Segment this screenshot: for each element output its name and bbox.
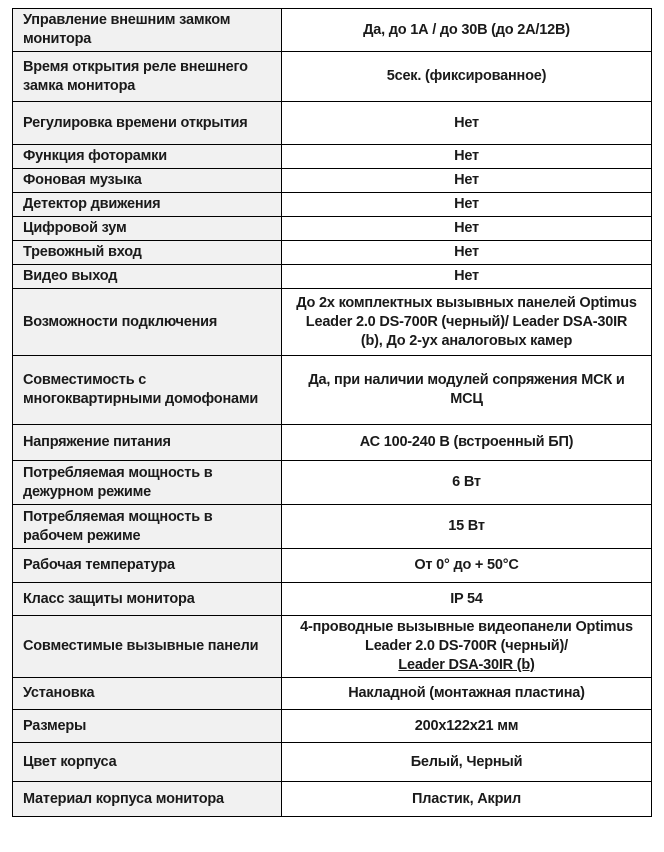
spec-value: Пластик, Акрил [282,782,652,817]
spec-value: Нет [282,265,652,289]
table-row [13,145,652,169]
spec-label: Цвет корпуса [13,743,282,782]
table-row [13,52,652,102]
spec-value: 6 Вт [282,461,652,505]
table-row [13,241,652,265]
spec-label: Фоновая музыка [13,169,282,193]
table-row [13,356,652,425]
spec-label: Совместимость с многоквартирными домофонами [13,356,282,425]
spec-label: Установка [13,678,282,710]
spec-label: Рабочая температура [13,549,282,583]
spec-value: Да, при наличии модулей сопряжения МСК и МСЦ [282,356,652,425]
spec-label: Потребляемая мощность в рабочем режиме [13,505,282,549]
spec-label: Совместимые вызывные панели [13,616,282,678]
spec-label: Материал корпуса монитора [13,782,282,817]
table-row [13,461,652,505]
table-row [13,710,652,743]
spec-table [12,8,652,817]
spec-value: До 2х комплектных вызывных панелей Optimus Leader 2.0 DS-700R (черный)/ Leader DSA-30IR (b), До 2-ух аналоговых камер [282,289,652,356]
spec-label: Тревожный вход [13,241,282,265]
table-row [13,169,652,193]
spec-label: Возможности подключения [13,289,282,356]
spec-label: Детектор движения [13,193,282,217]
spec-value: IP 54 [282,583,652,616]
table-row [13,265,652,289]
spec-label: Функция фоторамки [13,145,282,169]
spec-label: Потребляемая мощность в дежурном режиме [13,461,282,505]
spec-label: Видео выход [13,265,282,289]
spec-value: От 0° до + 50°С [282,549,652,583]
spec-label: Цифровой зум [13,217,282,241]
spec-label: Размеры [13,710,282,743]
panel-model-link[interactable]: Leader DSA-30IR (b) [398,657,535,673]
spec-value: Нет [282,145,652,169]
spec-value: Накладной (монтажная пластина) [282,678,652,710]
spec-value: Да, до 1А / до 30В (до 2А/12В) [282,9,652,52]
spec-value-text: 4-проводные вызывные видеопанели Optimus Leader 2.0 DS-700R (черный)/ [300,619,633,654]
spec-value: Нет [282,217,652,241]
table-row [13,505,652,549]
spec-value: 200х122х21 мм [282,710,652,743]
table-row [13,102,652,145]
spec-value: 5сек. (фиксированное) [282,52,652,102]
spec-value: 15 Вт [282,505,652,549]
spec-label: Напряжение питания [13,425,282,461]
spec-value: Нет [282,241,652,265]
spec-value: Нет [282,169,652,193]
table-row [13,616,652,678]
spec-label: Время открытия реле внешнего замка монитора [13,52,282,102]
table-row [13,425,652,461]
spec-value: АС 100-240 В (встроенный БП) [282,425,652,461]
table-row [13,289,652,356]
spec-label: Класс защиты монитора [13,583,282,616]
spec-value [282,616,652,678]
spec-value: Белый, Черный [282,743,652,782]
table-row [13,9,652,52]
table-row [13,193,652,217]
spec-label: Регулировка времени открытия [13,102,282,145]
table-row [13,782,652,817]
spec-value: Нет [282,193,652,217]
table-row [13,743,652,782]
table-row [13,678,652,710]
spec-table-body [13,9,652,817]
table-row [13,549,652,583]
table-row [13,217,652,241]
spec-label: Управление внешним замком монитора [13,9,282,52]
table-row [13,583,652,616]
spec-value: Нет [282,102,652,145]
